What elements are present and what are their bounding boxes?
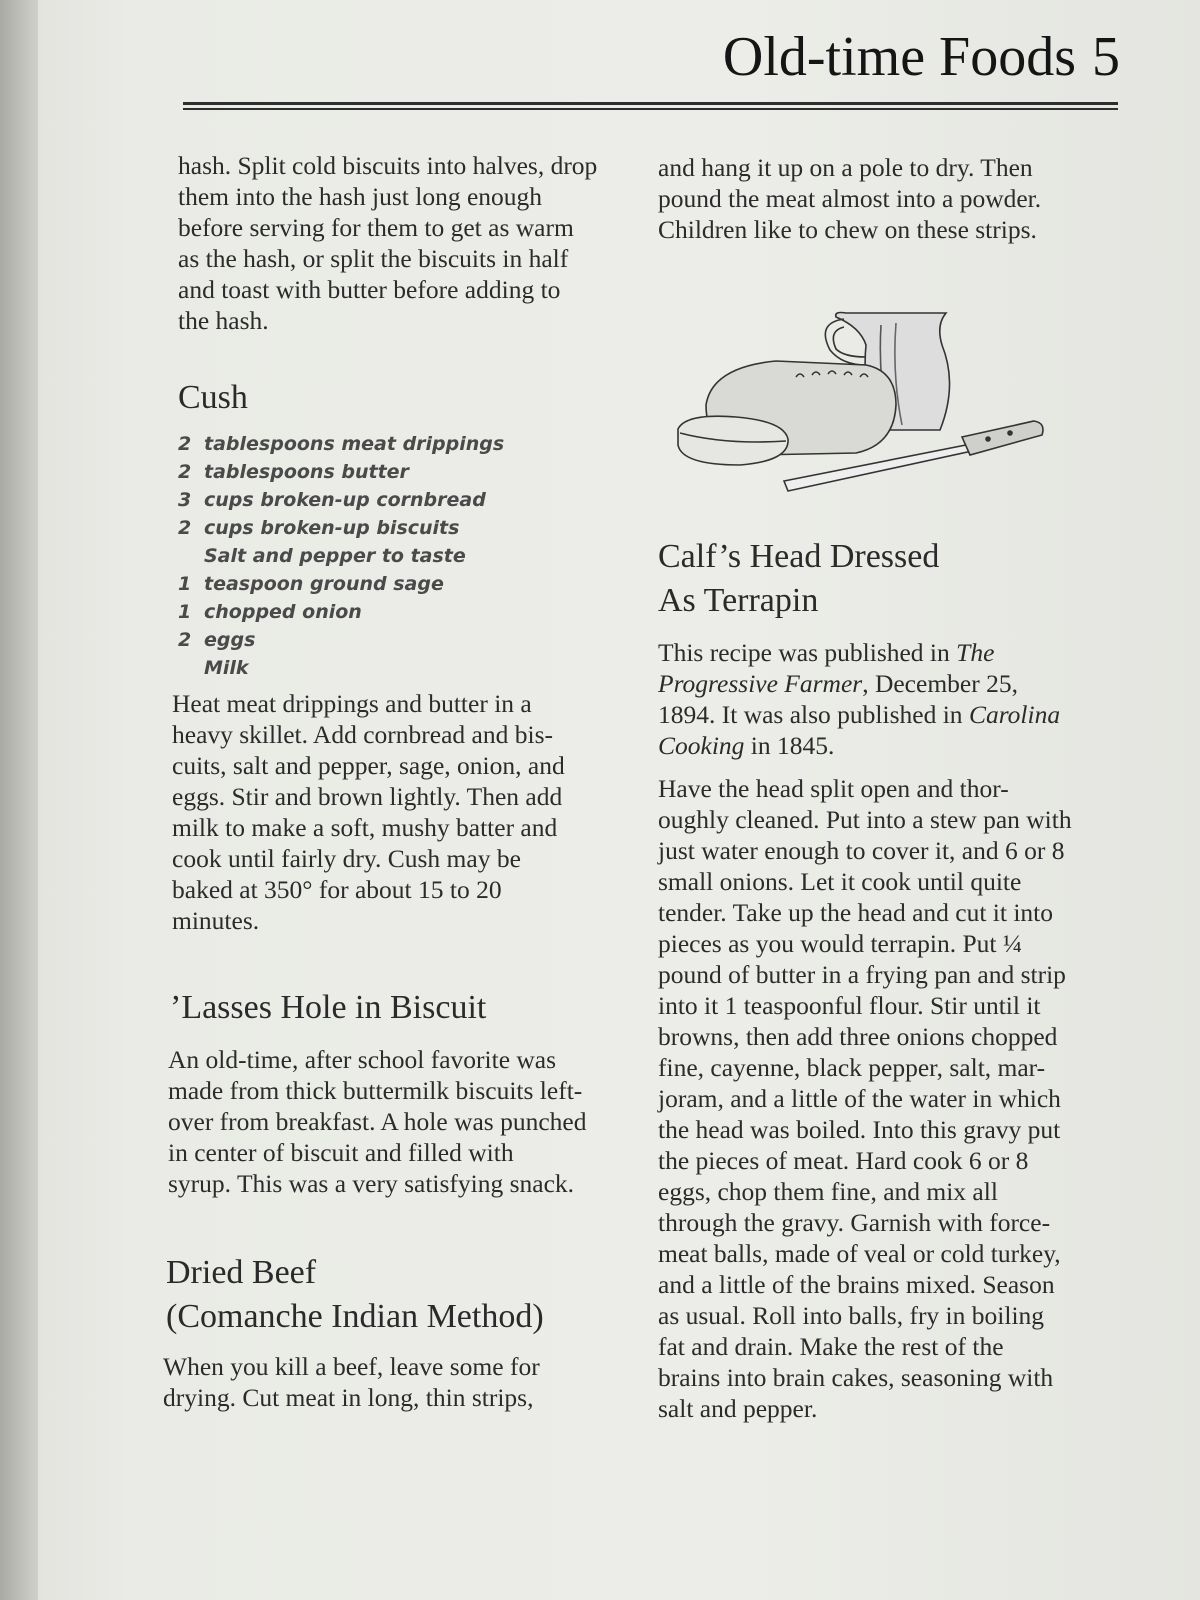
text-segment: 1894. It was also published in: [658, 700, 969, 729]
text-line: meat balls, made of veal or cold turkey,: [658, 1239, 1061, 1268]
text-line: drying. Cut meat in long, thin strips,: [163, 1383, 534, 1412]
ingredient-item: [178, 654, 633, 682]
text-line: made from thick buttermilk biscuits left-: [168, 1076, 583, 1105]
text-line: pound the meat almost into a powder.: [658, 184, 1042, 213]
text-line: brains into brain cakes, seasoning with: [658, 1363, 1054, 1392]
text-line: and hang it up on a pole to dry. Then: [658, 153, 1033, 182]
text-line: into it 1 teaspoonful flour. Stir until it: [658, 991, 1041, 1020]
text-line: milk to make a soft, mushy batter and: [172, 813, 558, 842]
text-line: eggs, chop them fine, and mix all: [658, 1177, 998, 1206]
ingredient-item: [178, 486, 633, 514]
dried-beef-text: [163, 1351, 633, 1413]
text-line: them into the hash just long enough: [178, 182, 543, 211]
ingredient-name: eggs: [204, 629, 256, 651]
publication-title: Carolina: [968, 700, 1061, 729]
ingredient-name: tablespoons meat drippings: [204, 433, 505, 455]
book-page: [38, 0, 1200, 1600]
left-column: [163, 150, 633, 1413]
ingredient-name: cups broken-up cornbread: [204, 489, 486, 511]
text-line: syrup. This was a very satisfying snack.: [168, 1169, 575, 1198]
publication-title: Progressive Farmer: [658, 669, 863, 698]
text-line: as the hash, or split the biscuits in half: [178, 244, 569, 273]
text-line: fat and drain. Make the rest of the: [658, 1332, 1004, 1361]
text-line: the head was boiled. Into this gravy put: [658, 1115, 1061, 1144]
text-line: Heat meat drippings and butter in a: [172, 689, 532, 718]
calfs-head-directions: [658, 773, 1118, 1424]
ingredient-name: cups broken-up biscuits: [204, 517, 460, 539]
bread-pitcher-knife-illustration: [666, 305, 1046, 505]
text-line: An old-time, after school favorite was: [168, 1045, 557, 1074]
ingredient-list-cush: [178, 430, 633, 682]
ingredient-qty: 2: [178, 517, 192, 539]
ingredient-item: [178, 542, 633, 570]
text-line: the hash.: [178, 306, 269, 335]
page-number: 5: [1092, 26, 1120, 88]
text-line: small onions. Let it cook until quite: [658, 867, 1022, 896]
text-line: just water enough to cover it, and 6 or 8: [658, 836, 1065, 865]
ingredient-name: teaspoon ground sage: [204, 573, 444, 595]
dried-beef-continuation: [658, 152, 1118, 245]
recipe-title-dried-beef: [166, 1251, 633, 1339]
text-line: heavy skillet. Add cornbread and bis-: [172, 720, 553, 749]
text-line: When you kill a beef, leave some for: [163, 1352, 540, 1381]
text-line: salt and pepper.: [658, 1394, 818, 1423]
running-header: [638, 22, 1120, 92]
text-line: Have the head split open and thor-: [658, 774, 1009, 803]
text-line: fine, cayenne, black pepper, salt, mar-: [658, 1053, 1046, 1082]
ingredient-qty: 2: [178, 433, 192, 455]
recipe-title-lasses: ’Lasses Hole in Biscuit: [170, 989, 487, 1026]
text-line: cuits, salt and pepper, sage, onion, and: [172, 751, 565, 780]
text-segment: in 1845.: [744, 731, 835, 760]
text-line: browns, then add three onions chopped: [658, 1022, 1058, 1051]
title-line: Dried Beef: [166, 1254, 317, 1291]
ingredient-item: [178, 458, 633, 486]
text-line: pound of butter in a frying pan and strip: [658, 960, 1066, 989]
publication-title: Cooking: [658, 731, 745, 760]
text-line: hash. Split cold biscuits into halves, drop: [178, 151, 598, 180]
title-line: Calf’s Head Dressed: [658, 538, 940, 575]
header-rule-thin: [183, 108, 1118, 110]
ingredient-item: [178, 626, 633, 654]
text-line: joram, and a little of the water in which: [658, 1084, 1061, 1113]
publication-title: The: [956, 638, 995, 667]
text-line: and a little of the brains mixed. Season: [658, 1270, 1055, 1299]
ingredient-item: [178, 514, 633, 542]
text-line: Children like to chew on these strips.: [658, 215, 1037, 244]
text-line: over from breakfast. A hole was punched: [168, 1107, 587, 1136]
ingredient-item: [178, 598, 633, 626]
text-line: minutes.: [172, 906, 260, 935]
right-column: [658, 152, 1118, 1424]
ingredient-item: [178, 570, 633, 598]
text-line: baked at 350° for about 15 to 20: [172, 875, 502, 904]
text-line: as usual. Roll into balls, fry in boiling: [658, 1301, 1045, 1330]
chapter-title: Old-time Foods: [722, 26, 1076, 88]
ingredient-name: chopped onion: [204, 601, 362, 623]
text-line: in center of biscuit and filled with: [168, 1138, 514, 1167]
title-line: As Terrapin: [658, 582, 819, 619]
text-line: and toast with butter before adding to: [178, 275, 561, 304]
ingredient-qty: 3: [178, 489, 192, 511]
ingredient-item: [178, 430, 633, 458]
ingredient-name: tablespoons butter: [204, 461, 409, 483]
lasses-text: [168, 1044, 633, 1199]
text-line: cook until fairly dry. Cush may be: [172, 844, 521, 873]
text-segment: This recipe was published in: [658, 638, 957, 667]
calfs-head-note: [658, 637, 1118, 761]
ingredient-qty: 1: [178, 601, 192, 623]
cush-directions: [172, 688, 633, 936]
ingredient-qty: 2: [178, 461, 192, 483]
text-line: pieces as you would terrapin. Put ¼: [658, 929, 1023, 958]
ingredient-qty: 2: [178, 629, 192, 651]
text-segment: , December 25,: [862, 669, 1018, 698]
text-line: through the gravy. Garnish with force-: [658, 1208, 1051, 1237]
text-line: the pieces of meat. Hard cook 6 or 8: [658, 1146, 1029, 1175]
ingredient-name: Salt and pepper to taste: [204, 545, 466, 567]
text-line: tender. Take up the head and cut it into: [658, 898, 1054, 927]
ingredient-qty: 1: [178, 573, 192, 595]
header-rule: [183, 102, 1118, 105]
text-line: oughly cleaned. Put into a stew pan with: [658, 805, 1072, 834]
recipe-title-cush: Cush: [178, 379, 248, 416]
title-line: (Comanche Indian Method): [166, 1298, 544, 1335]
hash-continuation: [178, 150, 633, 336]
recipe-title-calfs-head: [658, 535, 1118, 623]
ingredient-name: Milk: [204, 657, 249, 679]
text-line: eggs. Stir and brown lightly. Then add: [172, 782, 563, 811]
text-line: before serving for them to get as warm: [178, 213, 574, 242]
